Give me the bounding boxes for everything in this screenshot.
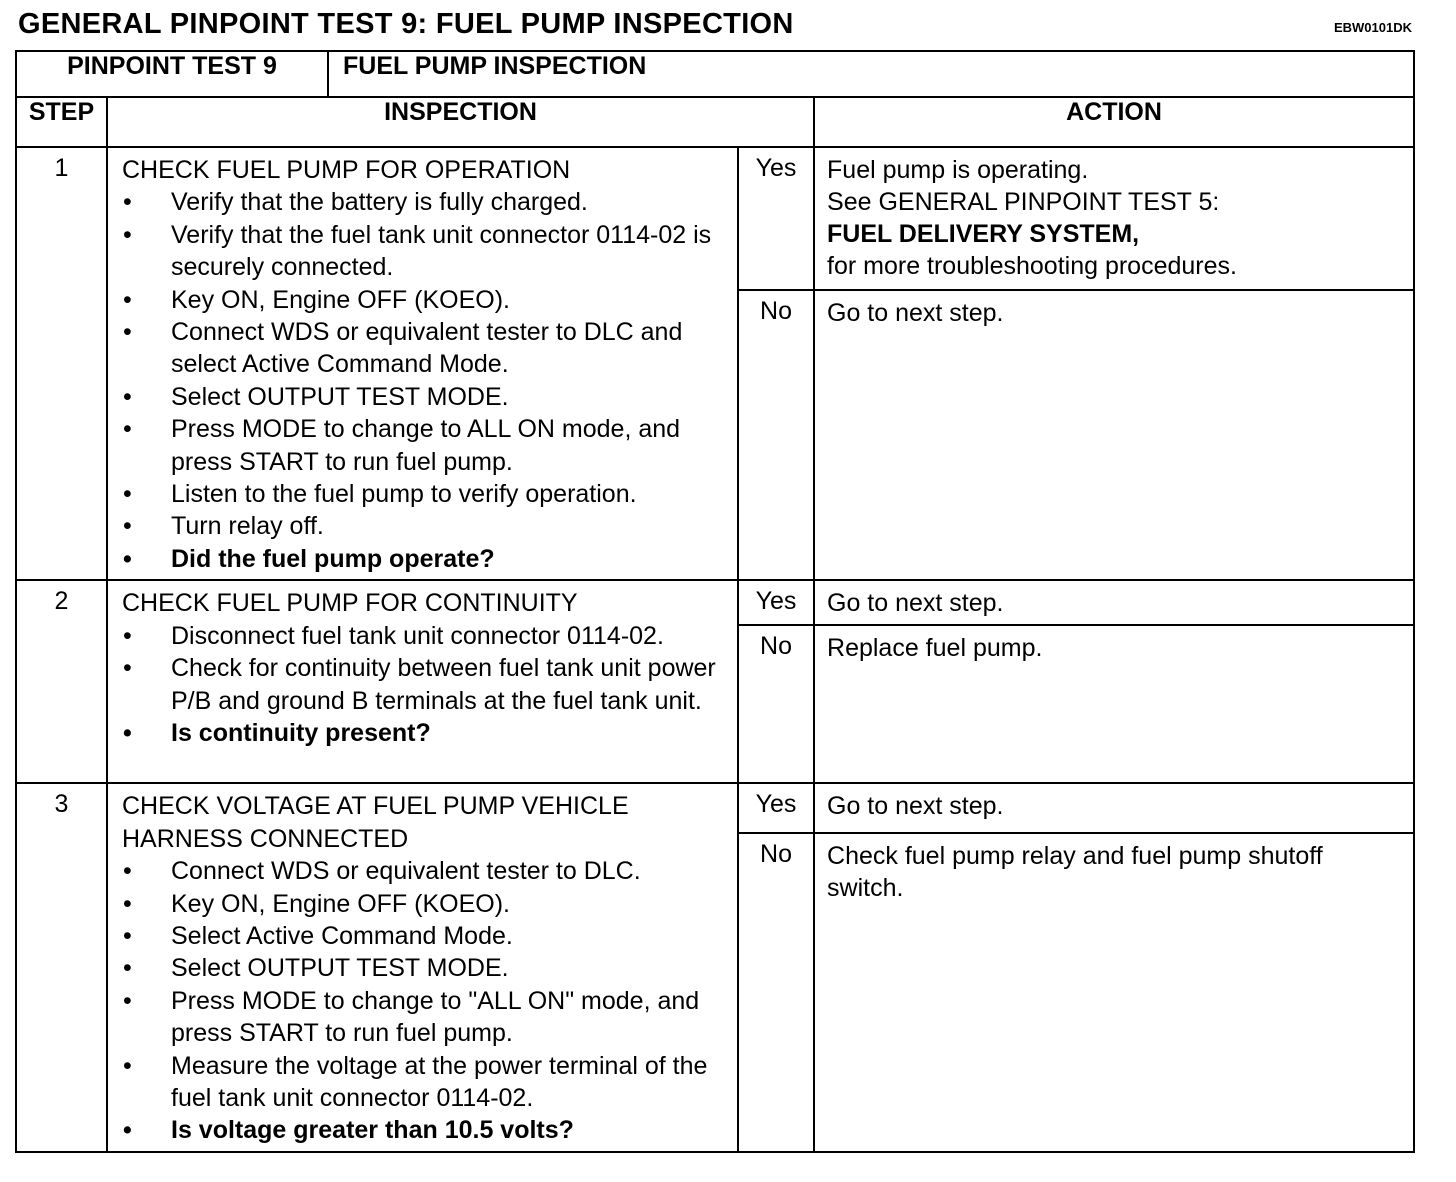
step-number: 1 [16,147,107,580]
test-name: FUEL PUMP INSPECTION [328,51,1414,97]
no-action: Replace fuel pump. [814,625,1414,783]
list-item: • Select Active Command Mode. [122,920,727,952]
inspection-list [122,186,727,575]
inspection-cell [107,580,738,783]
yes-action: Go to next step. [814,783,1414,833]
yes-action: Go to next step. [814,580,1414,625]
list-item: • Connect WDS or equivalent tester to DLC. [122,855,727,887]
step-number: 2 [16,580,107,783]
column-header-step: STEP [16,97,107,147]
document-code: EBW0101DK [1333,20,1412,35]
inspection-question: • Is voltage greater than 10.5 volts? [122,1114,727,1146]
list-item: • Select OUTPUT TEST MODE. [122,952,727,984]
column-header-row [16,97,1414,147]
no-label: No [738,290,814,580]
list-item: • Press MODE to change to "ALL ON" mode, and press START to run fuel pump. [122,985,727,1050]
inspection-title: CHECK VOLTAGE AT FUEL PUMP VEHICLE HARNESS CONNECTED [122,792,629,853]
list-item: • Connect WDS or equivalent tester to DLC and select Active Command Mode. [122,316,727,381]
inspection-title: CHECK FUEL PUMP FOR OPERATION [122,156,571,184]
no-action: Go to next step. [814,290,1414,580]
inspection-cell [107,783,738,1151]
step-number: 3 [16,783,107,1151]
page-title: GENERAL PINPOINT TEST 9: FUEL PUMP INSPECTION [18,8,794,40]
inspection-list [122,855,727,1147]
no-action: Check fuel pump relay and fuel pump shutoff switch. [814,833,1414,1152]
inspection-title: CHECK FUEL PUMP FOR CONTINUITY [122,589,578,618]
test-header-row [16,51,1414,97]
list-item: • Select OUTPUT TEST MODE. [122,381,727,413]
step-2-yes-row [16,580,1414,625]
test-number: PINPOINT TEST 9 [16,51,328,97]
list-item: • Press MODE to change to ALL ON mode, and press START to run fuel pump. [122,413,727,478]
list-item: • Turn relay off. [122,510,727,542]
action-line: for more troubleshooting procedures. [827,252,1237,280]
yes-label: Yes [738,783,814,833]
list-item: • Key ON, Engine OFF (KOEO). [122,284,727,316]
yes-label: Yes [738,147,814,290]
list-item: • Verify that the battery is fully charged. [122,186,727,218]
list-item: • Verify that the fuel tank unit connector 0114-02 is securely connected. [122,219,727,284]
step-3-yes-row [16,783,1414,833]
list-item: • Measure the voltage at the power terminal of the fuel tank unit connector 0114-02. [122,1050,727,1115]
no-label: No [738,625,814,783]
inspection-question: • Did the fuel pump operate? [122,543,727,575]
no-label: No [738,833,814,1152]
list-item: • Check for continuity between fuel tank unit power P/B and ground B terminals at the fuel tank unit. [122,652,727,717]
yes-label: Yes [738,580,814,625]
action-line: FUEL DELIVERY SYSTEM, [827,220,1140,248]
inspection-cell [107,147,738,580]
column-header-inspection: INSPECTION [107,97,814,147]
list-item: • Key ON, Engine OFF (KOEO). [122,888,727,920]
list-item: • Listen to the fuel pump to verify operation. [122,478,727,510]
list-item: • Disconnect fuel tank unit connector 0114-02. [122,620,727,652]
inspection-list [122,620,727,750]
pinpoint-test-table [15,50,1415,1153]
step-1-yes-row [16,147,1414,290]
action-line: Fuel pump is operating. [827,156,1089,184]
yes-action [814,147,1414,290]
action-line: See GENERAL PINPOINT TEST 5: [827,188,1220,216]
inspection-question: • Is continuity present? [122,717,727,749]
column-header-action: ACTION [814,97,1414,147]
